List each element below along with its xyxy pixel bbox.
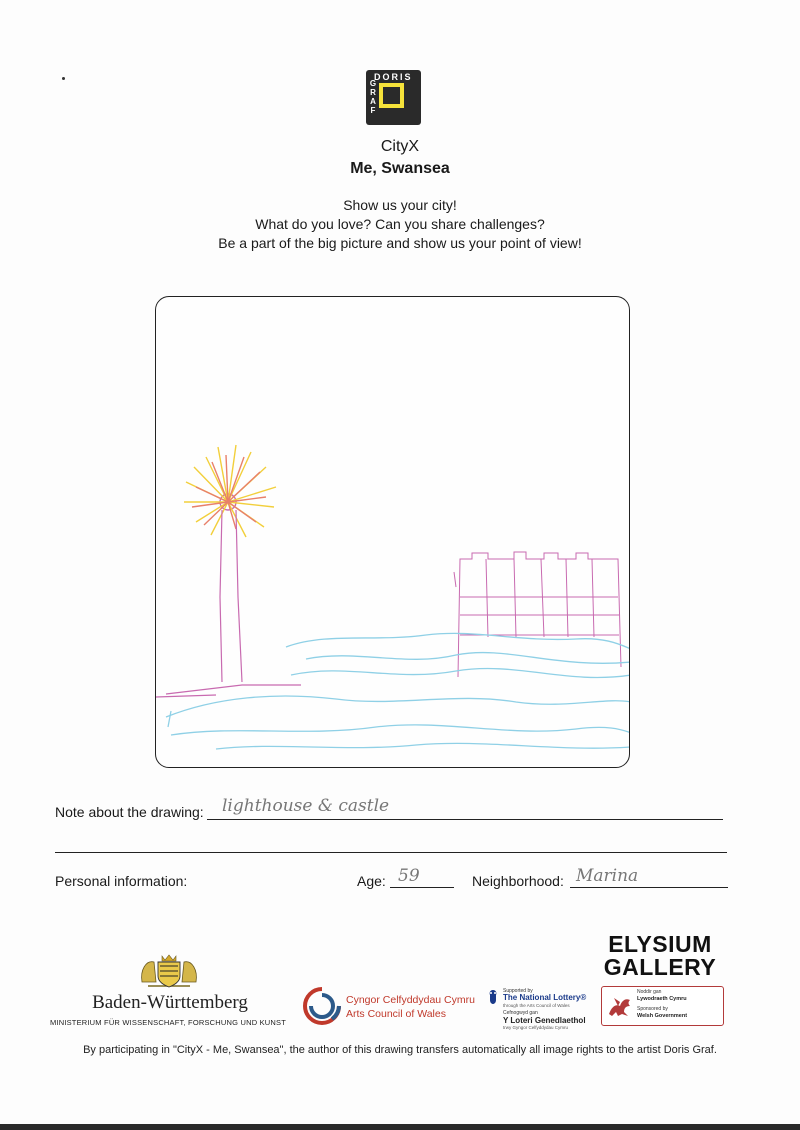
welsh-dragon-icon [606, 992, 634, 1020]
lottery-supported: Supported by [503, 988, 533, 994]
lottery-name: The National Lottery® [503, 993, 587, 1002]
scan-speck [62, 77, 65, 80]
wg-english-2: Welsh Government [637, 1013, 688, 1019]
rights-footer: By participating in "CityX - Me, Swansea", the author of this drawing transfers automatically all image rights to the artist Doris Graf. [83, 1044, 717, 1056]
note-line-2 [55, 852, 727, 853]
neighborhood-label: Neighborhood: [472, 873, 564, 889]
national-lottery-crossed-fingers-icon [486, 988, 500, 1006]
logo-square-icon [379, 83, 404, 108]
intro-line-3: Be a part of the big picture and show us your point of view! [218, 235, 582, 251]
doris-graf-logo [366, 70, 421, 125]
age-label: Age: [357, 873, 386, 889]
acw-text [346, 993, 475, 1021]
wg-welsh-1: Noddir gan [637, 989, 662, 995]
sea-icon [166, 633, 630, 749]
intro-text [0, 196, 800, 253]
lottery-welsh-name: Y Loteri Genedlaethol [503, 1016, 586, 1025]
age-line [390, 887, 454, 888]
bw-name: Baden-Württemberg [92, 992, 248, 1013]
welsh-government-logo [601, 986, 724, 1026]
note-label: Note about the drawing: [55, 804, 204, 820]
baden-wuerttemberg-crest-icon [138, 952, 200, 990]
note-line [207, 819, 723, 820]
project-title: CityX [380, 138, 420, 155]
wg-english-1: Sponsored by [637, 1006, 668, 1012]
lottery-through: through the Arts Council of Wales [503, 1003, 570, 1008]
bw-ministry: MINISTERIUM FÜR WISSENSCHAFT, FORSCHUNG UND KUNST [49, 1018, 287, 1027]
project-subtitle: Me, Swansea [350, 160, 450, 177]
lighthouse-icon [156, 510, 301, 697]
acw-english: Arts Council of Wales [346, 1008, 446, 1020]
intro-line-2: What do you love? Can you share challenges? [255, 216, 545, 232]
lottery-welsh-support: Cefnogwyd gan [503, 1010, 538, 1016]
elysium-line-1: ELYSIUM [608, 931, 712, 957]
acw-welsh: Cyngor Celfyddydau Cymru [346, 994, 475, 1006]
drawing-area [155, 296, 630, 768]
neighborhood-line [570, 887, 728, 888]
personal-info-label: Personal information: [55, 873, 188, 889]
note-value[interactable]: lighthouse & castle [222, 796, 390, 816]
logo-word-doris: DORIS [374, 72, 413, 82]
neighborhood-value[interactable]: Marina [576, 866, 639, 886]
child-drawing [156, 297, 630, 768]
arts-council-wales-logo-icon [302, 986, 342, 1026]
lighthouse-light-icon [184, 445, 276, 537]
elysium-line-2: GALLERY [603, 954, 717, 980]
intro-line-1: Show us your city! [343, 197, 457, 213]
scan-edge [0, 1124, 800, 1130]
age-value[interactable]: 59 [398, 866, 420, 886]
elysium-gallery-logo [598, 933, 722, 979]
lottery-welsh-through: trwy Gyngor Celfyddydau Cymru [503, 1025, 569, 1030]
logo-word-graf: G R A F [369, 79, 377, 115]
wg-welsh-2: Lywodraeth Cymru [637, 996, 687, 1002]
